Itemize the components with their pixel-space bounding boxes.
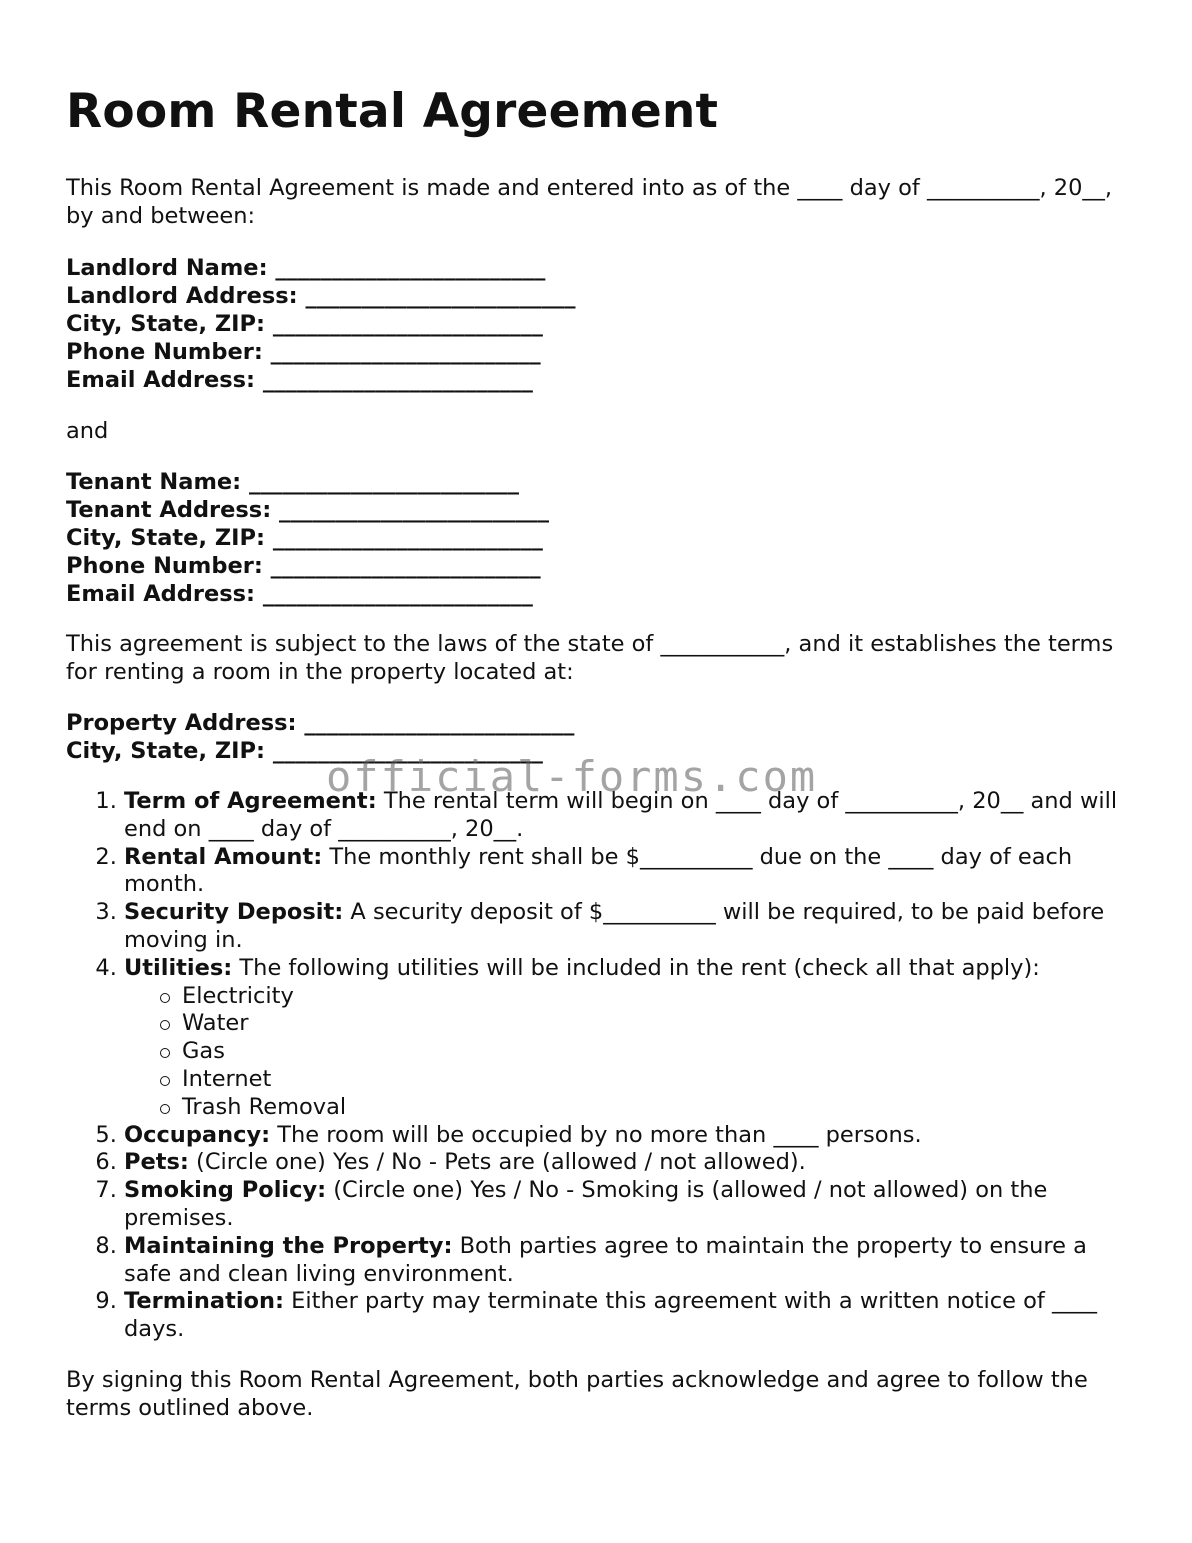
tenant-fields [66,468,1136,608]
term-text: Either party may terminate this agreement with a written notice of ____ days. [124,1288,1097,1343]
term-text: The room will be occupied by no more than ____ persons. [270,1121,922,1148]
property-city-state-zip-field: City, State, ZIP: ________________________ [66,738,543,764]
term-label: Pets: [124,1149,189,1176]
landlord-email-field: Email Address: ________________________ [66,367,533,393]
watermark: official-forms.com [326,752,818,801]
landlord-city-state-zip-field: City, State, ZIP: ________________________ [66,311,543,337]
utilities-list [124,983,1136,1122]
intro-paragraph: This Room Rental Agreement is made and entered into as of the ____ day of __________, 20__, by and between: [66,175,1113,229]
property-fields [66,709,1136,765]
utility-item: Internet [182,1066,1136,1094]
utility-item: Electricity [182,983,1136,1011]
document-title: Room Rental Agreement [66,84,719,139]
closing-paragraph: By signing this Room Rental Agreement, both parties acknowledge and agree to follow the terms outlined above. [66,1366,1088,1421]
utility-item: Gas [182,1038,1136,1066]
tenant-city-state-zip-field: City, State, ZIP: ________________________ [66,525,543,551]
landlord-name-field: Landlord Name: ________________________ [66,255,546,281]
term-label: Utilities: [124,954,233,981]
tenant-email-field: Email Address: ________________________ [66,581,533,607]
utility-item: Water [182,1010,1136,1038]
term-item [124,788,1136,844]
landlord-address-field: Landlord Address: ________________________ [66,283,576,309]
term-label: Maintaining the Property: [124,1232,453,1259]
term-item [124,844,1136,900]
term-label: Occupancy: [124,1121,271,1148]
and-text: and [66,418,109,444]
term-item [124,1233,1136,1289]
term-text: A security deposit of $__________ will be required, to be paid before moving in. [124,899,1105,953]
landlord-fields [66,254,1136,394]
tenant-name-field: Tenant Name: ________________________ [66,469,519,495]
term-text: Both parties agree to maintain the property to ensure a safe and clean living environment. [124,1232,1087,1287]
term-text: The rental term will begin on ____ day of __________, 20__ and will end on ____ day of __________, 20__. [124,788,1118,842]
terms-list [66,788,1136,1344]
term-item [124,1177,1136,1233]
term-label: Termination: [124,1288,285,1315]
property-address-field: Property Address: ________________________ [66,710,575,736]
term-label: Security Deposit: [124,899,344,926]
term-label: Term of Agreement: [124,788,377,814]
term-label: Rental Amount: [124,843,323,870]
tenant-address-field: Tenant Address: ________________________ [66,497,550,523]
term-item [124,899,1136,955]
term-item [124,1122,1136,1150]
term-text: (Circle one) Yes / No - Pets are (allowed / not allowed). [188,1149,806,1176]
landlord-phone-field: Phone Number: ________________________ [66,339,541,365]
term-text: The following utilities will be included in the rent (check all that apply): [232,954,1040,981]
utility-item: Trash Removal [182,1094,1136,1122]
document-page [66,80,1136,1422]
governing-law-paragraph: This agreement is subject to the laws of the state of ___________, and it establishes the terms for renting a room in the property located at: [66,631,1114,685]
term-text: The monthly rent shall be $__________ due on the ____ day of each month. [124,843,1073,898]
term-item [124,955,1136,1122]
term-item [124,1149,1136,1177]
term-item [124,1288,1136,1344]
term-text: (Circle one) Yes / No - Smoking is (allowed / not allowed) on the premises. [124,1177,1048,1231]
tenant-phone-field: Phone Number: ________________________ [66,553,541,579]
term-label: Smoking Policy: [124,1177,327,1204]
